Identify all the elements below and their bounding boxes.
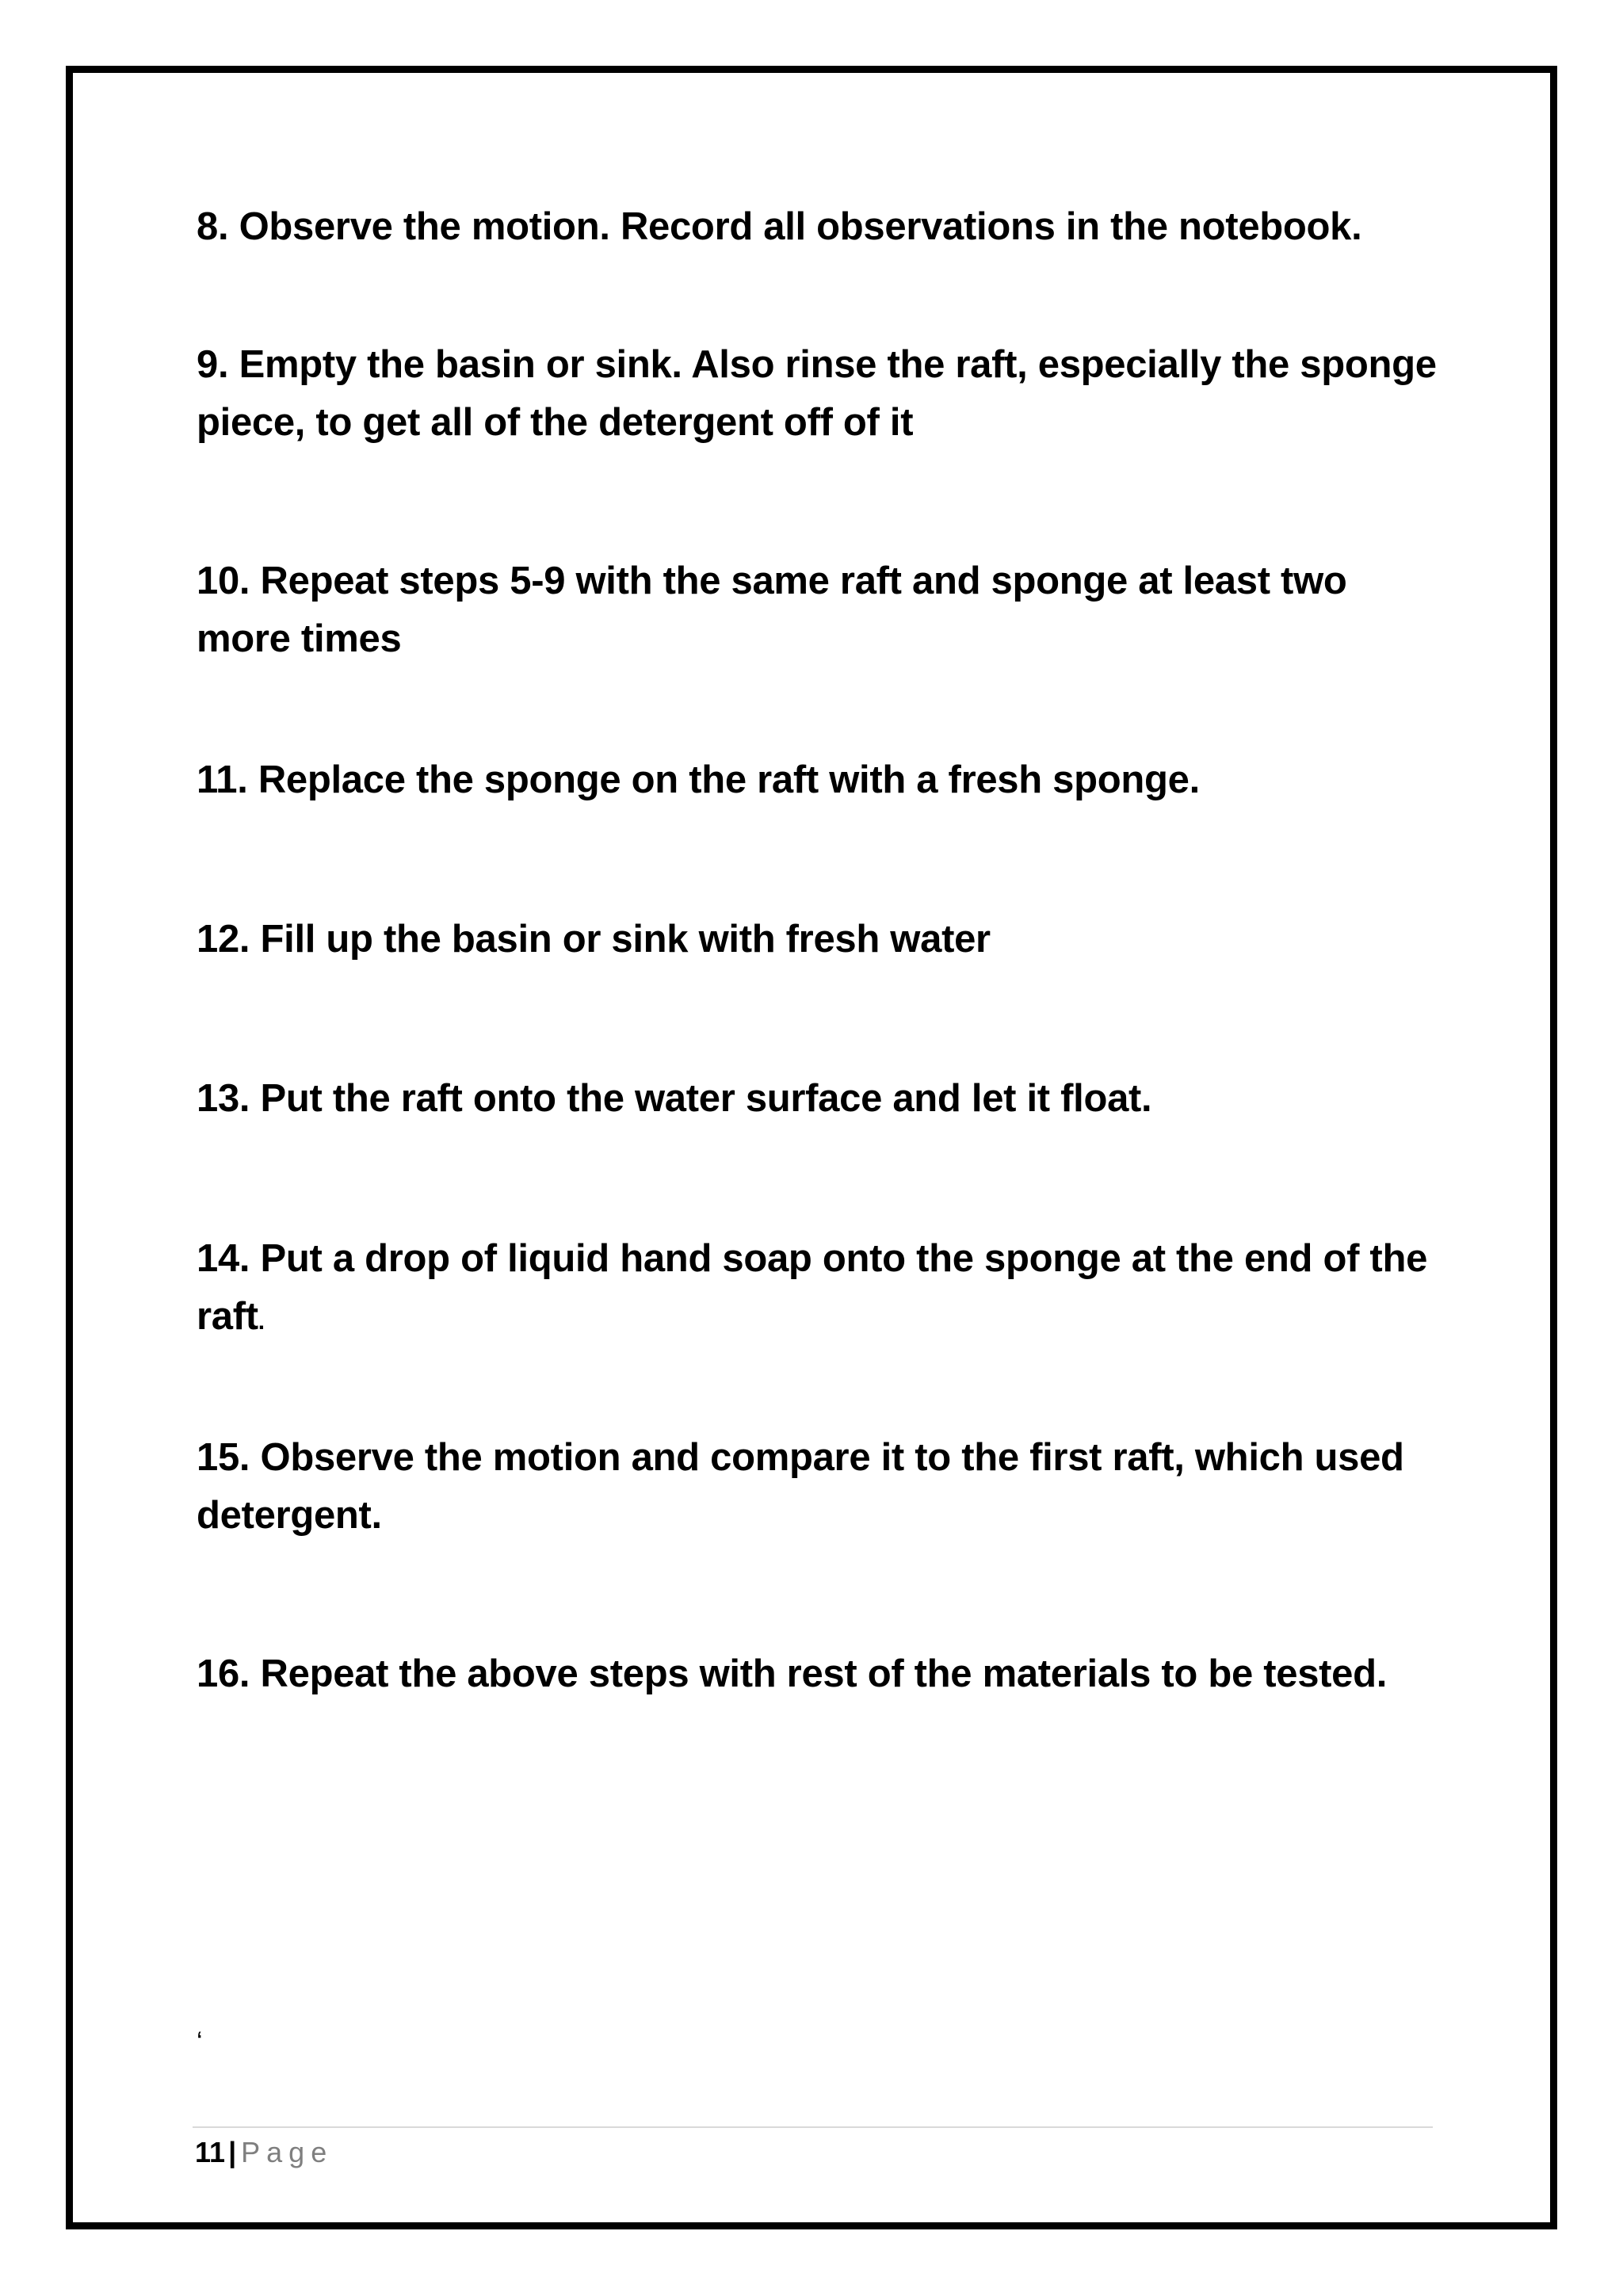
step-9: 9. Empty the basin or sink. Also rinse the raft, especially the sponge piece, to get all of the detergent off of it — [197, 343, 1437, 444]
step-13: 13. Put the raft onto the water surface and let it float. — [197, 1077, 1152, 1120]
step-14: 14. Put a drop of liquid hand soap onto the sponge at the end of the raft. — [197, 1237, 1428, 1338]
step-12: 12. Fill up the basin or sink with fresh water — [197, 918, 991, 961]
step-11: 11. Replace the sponge on the raft with a fresh sponge. — [197, 758, 1200, 801]
step-8: 8. Observe the motion. Record all observations in the notebook. — [197, 205, 1362, 248]
step-10: 10. Repeat steps 5-9 with the same raft and sponge at least two more times — [197, 560, 1347, 660]
page-number: 11 — [195, 2136, 226, 2168]
page-label: Page — [241, 2136, 334, 2168]
stray-mark: ‘ — [197, 2027, 203, 2057]
step-16: 16. Repeat the above steps with rest of the materials to be tested. — [197, 1652, 1388, 1695]
step-14-trailing-period: . — [258, 1308, 265, 1335]
step-15: 15. Observe the motion and compare it to the first raft, which used detergent. — [197, 1436, 1404, 1537]
footer-separator: | — [228, 2136, 237, 2168]
footer-divider — [193, 2126, 1433, 2128]
page-footer — [195, 2132, 333, 2173]
